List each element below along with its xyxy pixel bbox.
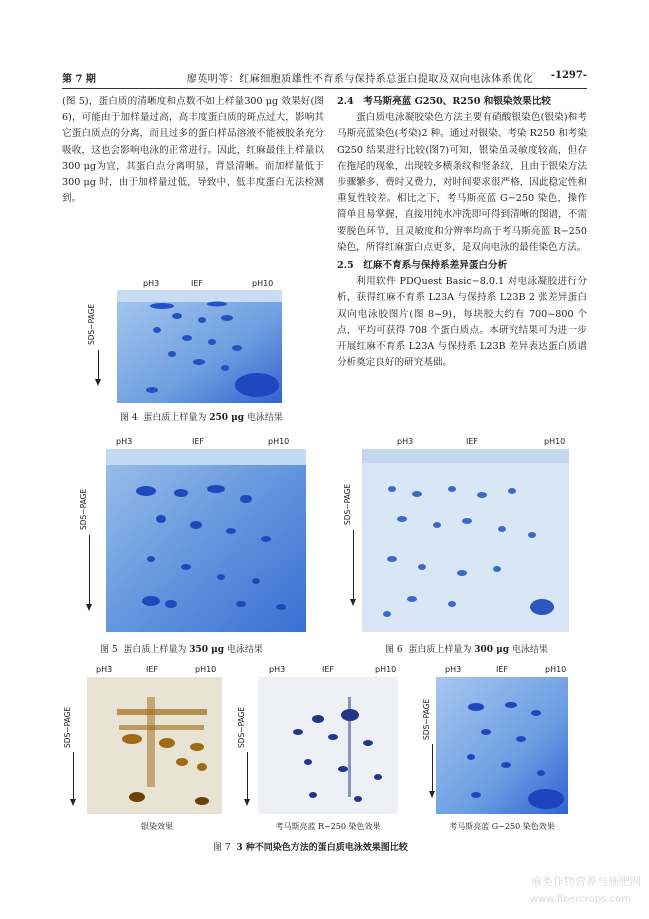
fig6-sds-label: SDS−PAGE (343, 483, 352, 525)
section-2-5-title: 2.5 红麻不育系与保持系差异蛋白分析 (337, 260, 508, 272)
running-title: 廖英明等：红麻细胞质雄性不育系与保持系总蛋白提取及双向电泳体系优化 (186, 74, 534, 85)
fig5-ph10-label: pH10 (268, 437, 290, 446)
fig4-sds-label: SDS−PAGE (87, 303, 96, 345)
fig7a-ph3-label: pH3 (96, 665, 113, 674)
fig4-ief-label: IEF (191, 279, 204, 288)
fig7c-sds-label: SDS−PAGE (422, 698, 431, 740)
fig7a-sds-arrow (73, 752, 74, 800)
fig7-silver-gel-image (87, 677, 222, 814)
fig7b-ph10-label: pH10 (375, 665, 397, 674)
fig5-ph3-label: pH3 (116, 437, 133, 446)
section-2-4-title: 2.4 考马斯亮蓝 G250、R250 和银染效果比较 (337, 96, 551, 107)
fig7a-ph10-label: pH10 (195, 665, 217, 674)
left-paragraph: (图 5)，蛋白质的清晰度和点数不如上样量300 μg 效果好(图 6)，可能由于加样量过高，高丰度蛋白质的斑点过大，影响其它蛋白质点的分离，而且过多的蛋白样品溶液不能被胶条充分吸收，这也会影响电泳的正常进行。因此，红麻最佳上样量以300 μg为宜，其蛋白点分离明显，背景清晰。而加样量低于 300 μg 时，由于加样量过低，导致中、低丰度蛋白无法检测到。 (62, 96, 324, 205)
header-rule (62, 88, 587, 89)
fig5-sds-label: SDS−PAGE (79, 488, 88, 530)
fig6-ph10-label: pH10 (544, 437, 566, 446)
fig7a-ief-label: IEF (146, 665, 159, 674)
fig7b-sds-arrow (247, 752, 248, 800)
section-2-5-body: 利用软件 PDQuest Basic−8.0.1 对电泳凝胶进行分析，获得红麻不育系 L23A 与保持系 L23B 2 张差异蛋白双向电泳胶图片(图 8~9)，每块胶大约有 700~800 个点，平均可获得 708 个蛋白质点。本研究结果可为进一步开展红麻不育系 L23A 与保持系 L23B 差异表达蛋白质谱分析奠定良好的研究基础。 (337, 276, 587, 369)
fig4-gel-image (117, 290, 282, 403)
fig6-caption: 图 6 蛋白质上样量为 300 μg 电泳结果 (385, 645, 548, 655)
fig6-ph3-label: pH3 (397, 437, 414, 446)
fig5-ief-label: IEF (192, 437, 205, 446)
fig7b-sds-label: SDS−PAGE (237, 706, 246, 748)
fig7c-ief-label: IEF (496, 665, 509, 674)
fig4-ph10-label: pH10 (252, 279, 274, 288)
fig7c-ph3-label: pH3 (445, 665, 462, 674)
fig4-caption: 图 4 蛋白质上样量为 250 μg 电泳结果 (120, 413, 283, 423)
fig7-caption: 图 7 3 种不同染色方法的蛋白质电泳效果图比较 (213, 843, 408, 853)
fig7-r250-caption: 考马斯亮蓝 R−250 染色效果 (275, 822, 381, 831)
fig7c-sds-arrow (432, 744, 433, 792)
fig7-silver-caption: 银染效果 (141, 822, 173, 831)
fig7a-sds-label: SDS−PAGE (63, 706, 72, 748)
watermark-url: www.fibercrops.com (529, 894, 631, 905)
fig4-ph3-label: pH3 (143, 279, 160, 288)
fig7b-ief-label: IEF (322, 665, 335, 674)
section-2-4-body: 蛋白质电泳凝胶染色方法主要有硝酸银染色(银染)和考马斯亮蓝染色(考染)2 种。通过对银染、考染 R250 和考染 G250 结果进行比较(图7)可知，银染虽灵敏度较高，但存在拖尾的现象，出现较多横条纹和竖条纹，且由于银染方法步骤繁多、费时又费力，对时间要求很严格，因此稳定性和重复性较差。相比之下，考马斯亮蓝 G−250 染色，操作简单且易掌握，直接用纯水冲洗即可得到清晰的图谱，不需要脱色环节，且灵敏度和分辨率均高于考马斯亮蓝 R−250 染色，所得红麻蛋白点更多，是双向电泳的最佳染色方法。 (337, 112, 587, 253)
right-column (337, 94, 587, 371)
fig6-ief-label: IEF (466, 437, 479, 446)
fig7-g250-caption: 考马斯亮蓝 G−250 染色效果 (449, 822, 555, 831)
watermark-title: 麻类作物营养与施肥网 (531, 875, 641, 888)
fig7-g250-gel-image (436, 677, 568, 814)
fig6-gel-image (362, 449, 569, 632)
fig4-sds-arrow (98, 350, 99, 380)
fig6-sds-arrow (353, 530, 354, 600)
fig5-sds-arrow (89, 535, 90, 605)
page-number: -1297- (550, 70, 587, 81)
left-column (62, 94, 324, 207)
fig5-gel-image (106, 449, 306, 632)
issue-number: 第 7 期 (62, 74, 96, 85)
fig7c-ph10-label: pH10 (545, 665, 567, 674)
fig7-r250-gel-image (258, 677, 398, 814)
fig5-caption: 图 5 蛋白质上样量为 350 μg 电泳结果 (100, 645, 263, 655)
fig7b-ph3-label: pH3 (269, 665, 286, 674)
